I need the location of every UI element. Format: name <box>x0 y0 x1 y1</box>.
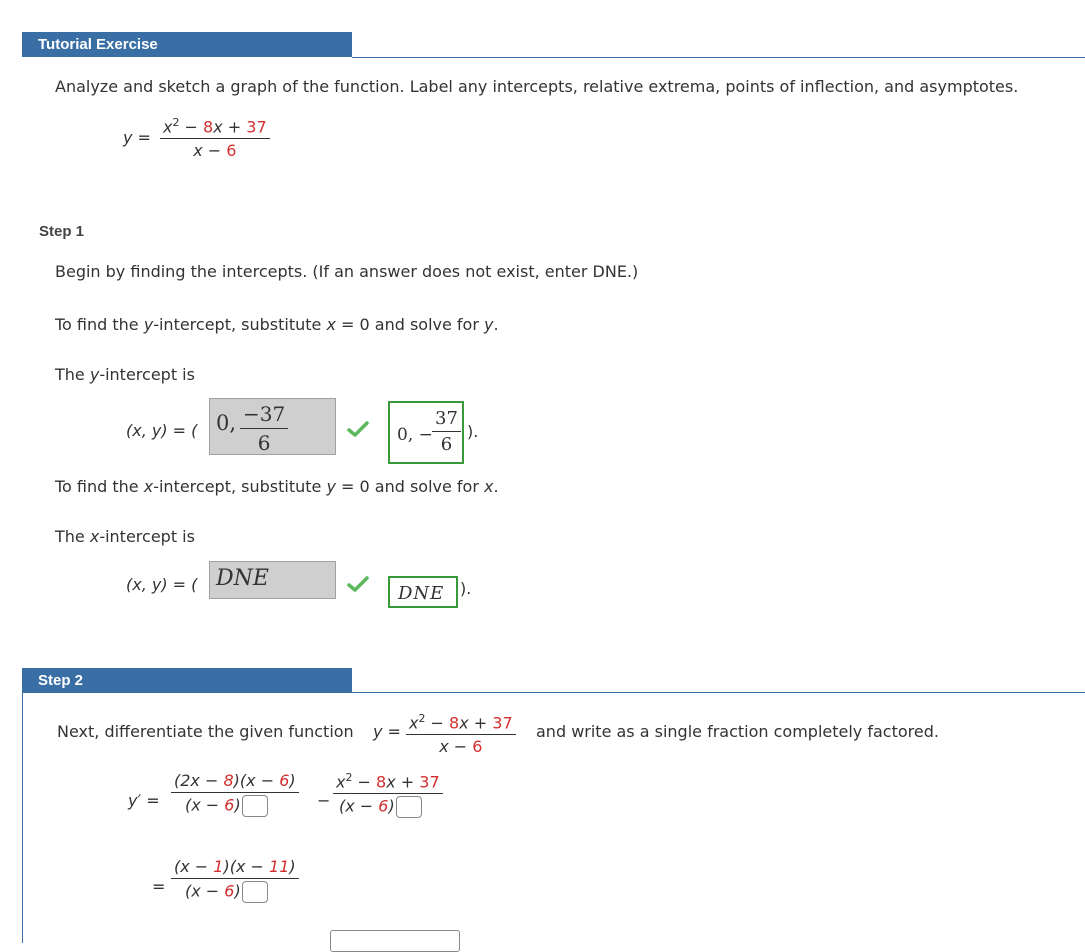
step1-label: Step 1 <box>39 223 85 240</box>
yprime-lhs: y′ = <box>128 791 160 810</box>
derivative-term1: $\frac{(2x - 8)(x - 6)}{(x - 6)}$ <box>171 771 299 817</box>
step2-header: Step 2 <box>22 668 352 693</box>
equals-sign: = <box>152 877 166 896</box>
header-rule <box>352 57 1085 58</box>
exercise-prompt: Analyze and sketch a graph of the function. Label any intercepts, relative extrema, points of inflection, and asymptotes. <box>55 77 1019 96</box>
tutorial-exercise-header: Tutorial Exercise <box>22 32 352 57</box>
next-answer-input[interactable] <box>330 930 460 952</box>
y-intercept-label: The y-intercept is <box>55 365 195 384</box>
x-intercept-prefix: (x, y) = ( <box>126 575 198 594</box>
x-intercept-method: To find the x-intercept, substitute y = 0 and solve for x. <box>55 477 499 496</box>
x-intercept-label: The x-intercept is <box>55 527 195 546</box>
exponent-input-2[interactable] <box>396 796 422 818</box>
step2-intro-end: and write as a single fraction completely factored. <box>536 722 939 741</box>
step1-instructions: Begin by finding the intercepts. (If an answer does not exist, enter DNE.) <box>55 262 639 281</box>
check-icon <box>347 575 369 593</box>
step2-left-border <box>22 693 23 943</box>
function-fraction: $\frac{x^2 - 8x + 37}{x - 6}$ <box>160 116 270 160</box>
exponent-input-3[interactable] <box>242 881 268 903</box>
function-lhs: y = <box>123 128 151 147</box>
y-intercept-suffix: ). <box>467 422 479 441</box>
step2-intro: Next, differentiate the given function <box>57 722 354 741</box>
derivative-term2: $\frac{x^2 - 8x + 37}{(x - 6)}$ <box>333 771 443 818</box>
check-icon <box>347 420 369 438</box>
y-intercept-method: To find the y-intercept, substitute x = 0 and solve for y. <box>55 315 499 334</box>
exponent-input-1[interactable] <box>242 795 268 817</box>
y-intercept-prefix: (x, y) = ( <box>126 421 198 440</box>
step2-rule <box>352 692 1085 693</box>
minus-sign: − <box>317 791 331 810</box>
step2-function-fraction: $\frac{x^2 - 8x + 37}{x - 6}$ <box>406 712 516 756</box>
y-intercept-correct-answer: 0, − $\frac{37}{6}$ <box>388 401 464 464</box>
derivative-result: $\frac{(x - 1)(x - 11)}{(x - 6)}$ <box>171 857 299 903</box>
x-intercept-suffix: ). <box>460 579 472 598</box>
y-intercept-answer-input[interactable]: 0, $\frac{-37}{6}$ <box>209 398 336 455</box>
step2-function-lhs: y = <box>373 722 401 741</box>
x-intercept-answer-input[interactable]: DNE <box>209 561 336 599</box>
x-intercept-correct-answer: DNE <box>388 576 458 608</box>
